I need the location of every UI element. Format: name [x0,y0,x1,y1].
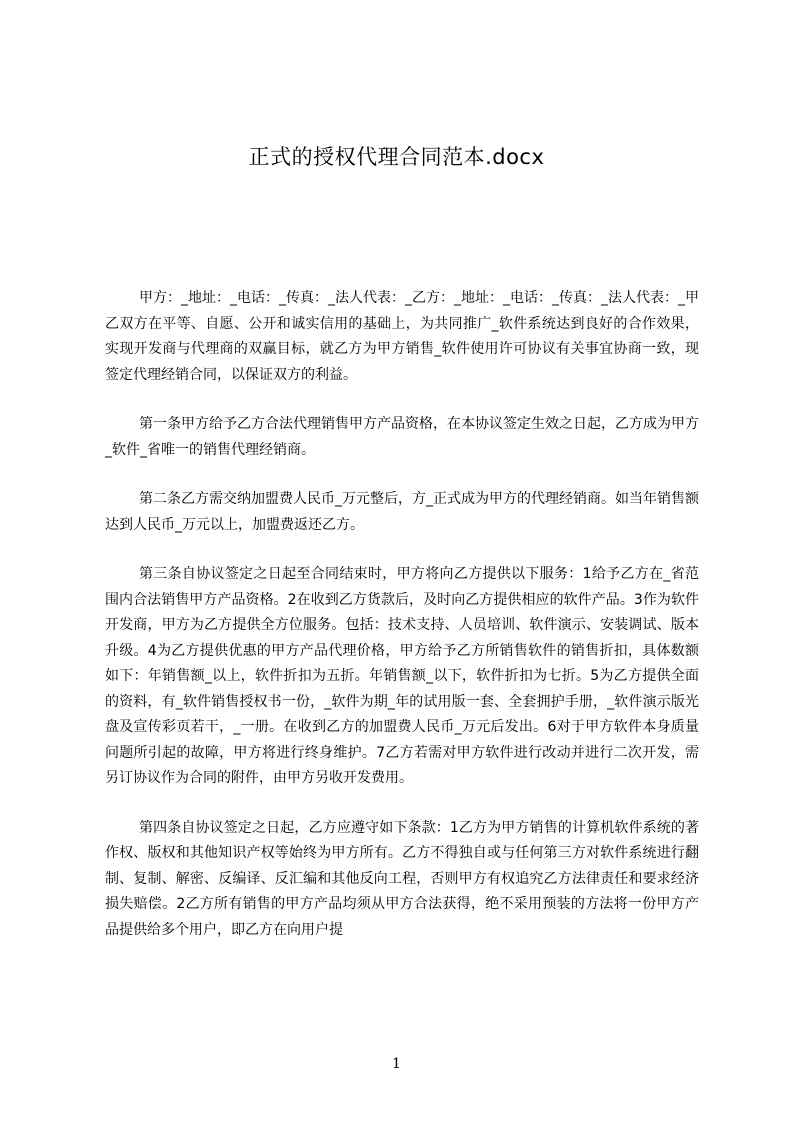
page-number: 1 [392,1056,401,1072]
paragraph-article-3: 第三条自协议签定之日起至合同结束时，甲方将向乙方提供以下服务：1给予乙方在_省范围内合法销售甲方产品资格。2在收到乙方货款后，及时向乙方提供相应的软件产品。3作为软件开发商，甲方为乙方提供全方位服务。包括：技术支持、人员培训、软件演示、安装调试、版本升级。4为乙方提供优惠的甲方产品代理价格，甲方给予乙方所销售软件的销售折扣，具体数额如下：年销售额_以上，软件折扣为五折。年销售额_以下，软件折扣为七折。5为乙方提供全面的资料，有_软件销售授权书一份，_软件为期_年的试用版一套、全套拥护手册，_软件演示版光盘及宣传彩页若干，_一册。在收到乙方的加盟费人民币_万元后发出。6对于甲方软件本身质量问题所引起的故障，甲方将进行终身维护。7乙方若需对甲方软件进行改动并进行二次开发，需另订协议作为合同的附件，由甲方另收开发费用。 [105,566,699,786]
paragraph-preamble: 甲方：_地址：_电话：_传真：_法人代表：_乙方：_地址：_电话：_传真：_法人代表：_甲乙双方在平等、自愿、公开和诚实信用的基础上，为共同推广_软件系统达到良好的合作效果，实现开发商与代理商的双赢目标，就乙方为甲方销售_软件使用许可协议有关事宜协商一致，现签定代理经销合同，以保证双方的利益。 [105,290,699,383]
paragraph-article-2: 第二条乙方需交纳加盟费人民币_万元整后，方_正式成为甲方的代理经销商。如当年销售额达到人民币_万元以上，加盟费返还乙方。 [105,491,699,533]
document-body [105,286,699,967]
paragraph-article-1: 第一条甲方给予乙方合法代理销售甲方产品资格，在本协议签定生效之日起，乙方成为甲方_软件_省唯一的销售代理经销商。 [105,416,699,458]
paragraph-article-4: 第四条自协议签定之日起，乙方应遵守如下条款：1乙方为甲方销售的计算机软件系统的著作权、版权和其他知识产权等始终为甲方所有。乙方不得独自或与任何第三方对软件系统进行翻制、复制、解密、反编译、反汇编和其他反向工程，否则甲方有权追究乙方法律责任和要求经济损失赔偿。2乙方所有销售的甲方产品均须从甲方合法获得，绝不采用预装的方法将一份甲方产品提供给多个用户，即乙方在向用户提 [105,819,699,938]
document-title: 正式的授权代理合同范本.docx [248,145,545,169]
